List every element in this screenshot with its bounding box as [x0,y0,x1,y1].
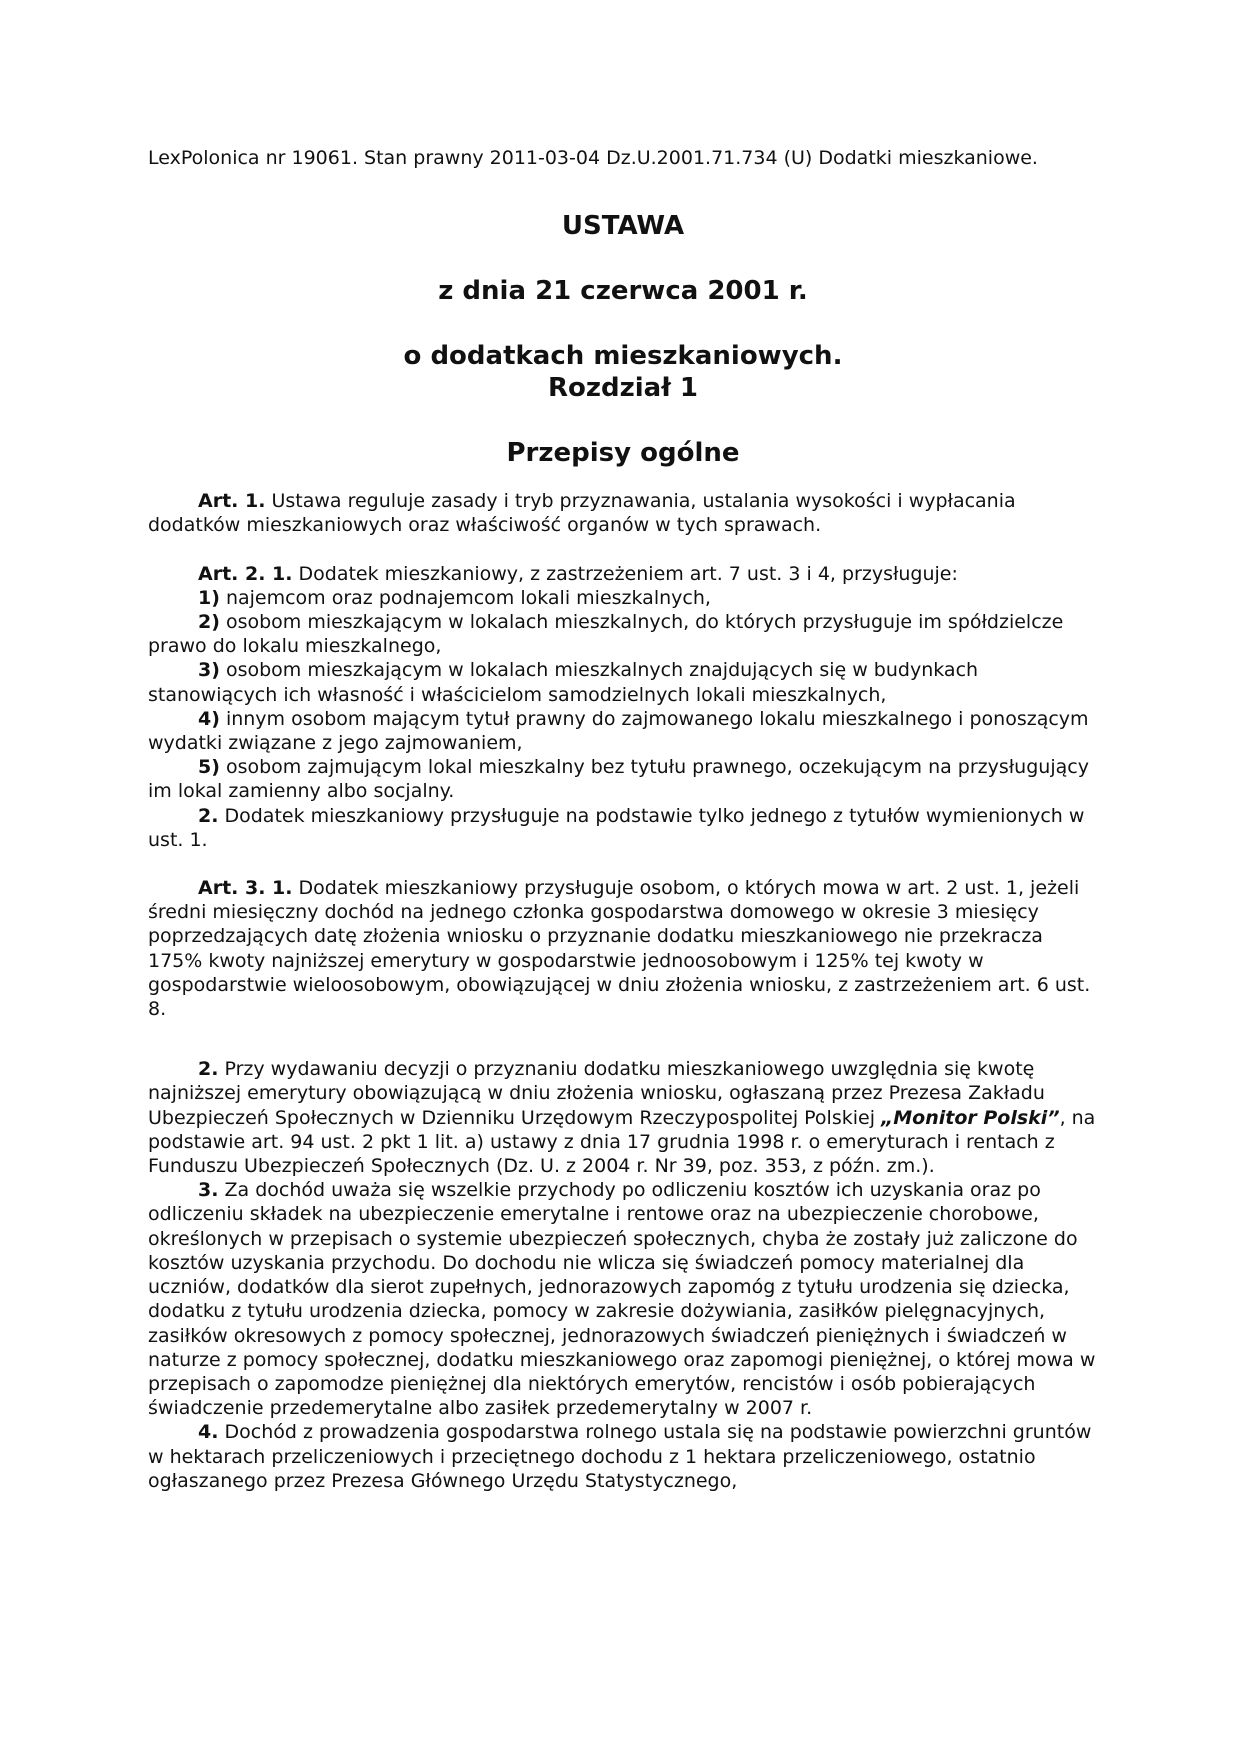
point-text: osobom zajmującym lokal mieszkalny bez tytułu prawnego, oczekującym na przysługujący im lokal zamienny albo socjalny. [148,756,1089,803]
article-2-point [148,707,1098,755]
para-text: Dodatek mieszkaniowy przysługuje na podstawie tylko jednego z tytułów wymienionych w ust. 1. [148,804,1085,851]
article-2-point [148,586,1098,610]
point-text: osobom mieszkającym w lokalach mieszkalnych, do których przysługuje im spółdzielcze prawo do lokalu mieszkalnego, [148,611,1064,658]
article-2-point [148,610,1098,658]
act-type-heading: USTAWA [561,211,685,242]
para-number: 3. [198,1179,219,1202]
article-3 [148,876,1098,1021]
article-2-body: Dodatek mieszkaniowy, z zastrzeżeniem art. 7 ust. 3 i 4, przysługuje: [292,562,958,585]
point-number: 2) [198,611,220,634]
para-text: Za dochód uważa się wszelkie przychody po odliczeniu kosztów ich uzyskania oraz po odliczeniu składek na ubezpieczenie emerytalne i rentowe oraz na ubezpieczenie chorobowe, określonych w przepisach o systemie ubezpieczeń społecznych, chyba że zostały już zaliczone do kosztów uzyskania przychodu. Do dochodu nie wlicza się świadczeń pomocy materialnej dla uczniów, dodatków dla sierot zupełnych, jednorazowych zapomóg z tytułu urodzenia się dziecka, dodatku z tytułu urodzenia dziecka, pomocy w zakresie dożywiania, zasiłków pielęgnacyjnych, zasiłków okresowych z pomocy społecznej, jednorazowych świadczeń pieniężnych i świadczeń w naturze z pomocy społecznej, dodatku mieszkaniowego oraz zapomogi pieniężnej, o której mowa w przepisach o zapomodze pieniężnej dla niektórych emerytów, rencistów i osób pobierających świadczenie przedemerytalne albo zasiłek przedemerytalny w 2007 r. [148,1179,1096,1420]
article-3-para-1 [148,876,1098,1021]
article-2-point [148,658,1098,706]
para-italic-title: „Monitor Polski” [881,1106,1060,1129]
act-subject-heading: o dodatkach mieszkaniowych. [403,341,843,372]
point-text: osobom mieszkającym w lokalach mieszkalnych znajdujących się w budynkach stanowiących ich własność i właścicielom samodzielnych lokali mieszkalnych, [148,659,979,706]
point-number: 3) [198,659,220,682]
point-number: 1) [198,586,220,609]
source-line: LexPolonica nr 19061. Stan prawny 2011-03-04 Dz.U.2001.71.734 (U) Dodatki mieszkaniowe. [148,147,1038,169]
point-text: innym osobom mającym tytuł prawny do zajmowanego lokalu mieszkalnego i ponoszącym wydatki związane z jego zajmowaniem, [148,707,1089,755]
act-date-heading: z dnia 21 czerwca 2001 r. [438,276,808,307]
article-2-para-2 [148,804,1098,852]
para-number: 4. [198,1421,219,1444]
para-text: , na podstawie art. 94 ust. 2 pkt 1 lit. a) ustawy z dnia 17 grudnia 1998 r. o emeryturach i rentach z Funduszu Ubezpieczeń Społecznych (Dz. U. z 2004 r. Nr 39, poz. 353, z późn. zm.). [148,1106,1096,1178]
article-3-label: Art. 3. 1. [198,877,293,900]
chapter-heading: Rozdział 1 [547,373,698,404]
point-number: 4) [198,707,220,730]
article-1-text [148,489,1098,537]
para-number: 2. [198,1058,219,1081]
para-text: Przy wydawaniu decyzji o przyznaniu dodatku mieszkaniowego uwzględnia się kwotę najniższej emerytury obowiązującą w dniu złożenia wniosku, ogłaszaną przez Prezesa Zakładu Ubezpieczeń Społecznych w Dzienniku Urzędowym Rzeczypospolitej Polskiej [148,1058,1045,1129]
chapter-name-heading: Przepisy ogólne [506,438,740,469]
article-2-para-1 [148,562,1098,586]
point-number: 5) [198,756,220,779]
article-1 [148,489,1098,537]
article-3-continued [148,1057,1098,1493]
article-2-point [148,755,1098,803]
article-3-body: Dodatek mieszkaniowy przysługuje osobom, o których mowa w art. 2 ust. 1, jeżeli średni miesięczny dochód na jednego członka gospodarstwa domowego w okresie 3 miesięcy poprzedzających datę złożenia wniosku o przyznanie dodatku mieszkaniowego nie przekracza 175% kwoty najniższej emerytury w gospodarstwie jednoosobowym i 125% tej kwoty w gospodarstwie wieloosobowym, obowiązującej w dniu złożenia wniosku, z zastrzeżeniem art. 6 ust. 8. [148,877,1091,1021]
article-2 [148,562,1098,852]
para-number: 2. [198,804,219,827]
article-3-para-2 [148,1057,1098,1178]
article-3-para-3 [148,1178,1098,1420]
article-1-label: Art. 1. [198,490,266,513]
article-1-body: Ustawa reguluje zasady i tryb przyznawania, ustalania wysokości i wypłacania dodatków mieszkaniowych oraz właściwość organów w tych sprawach. [148,490,1016,537]
article-2-label: Art. 2. 1. [198,562,293,585]
article-3-para-4 [148,1420,1098,1493]
point-text: najemcom oraz podnajemcom lokali mieszkalnych, [219,586,711,609]
para-text: Dochód z prowadzenia gospodarstwa rolnego ustala się na podstawie powierzchni gruntów w hektarach przeliczeniowych i przeciętnego dochodu z 1 hektara przeliczeniowego, ostatnio ogłaszanego przez Prezesa Głównego Urzędu Statystycznego, [148,1421,1092,1492]
document-page [148,146,1098,1493]
